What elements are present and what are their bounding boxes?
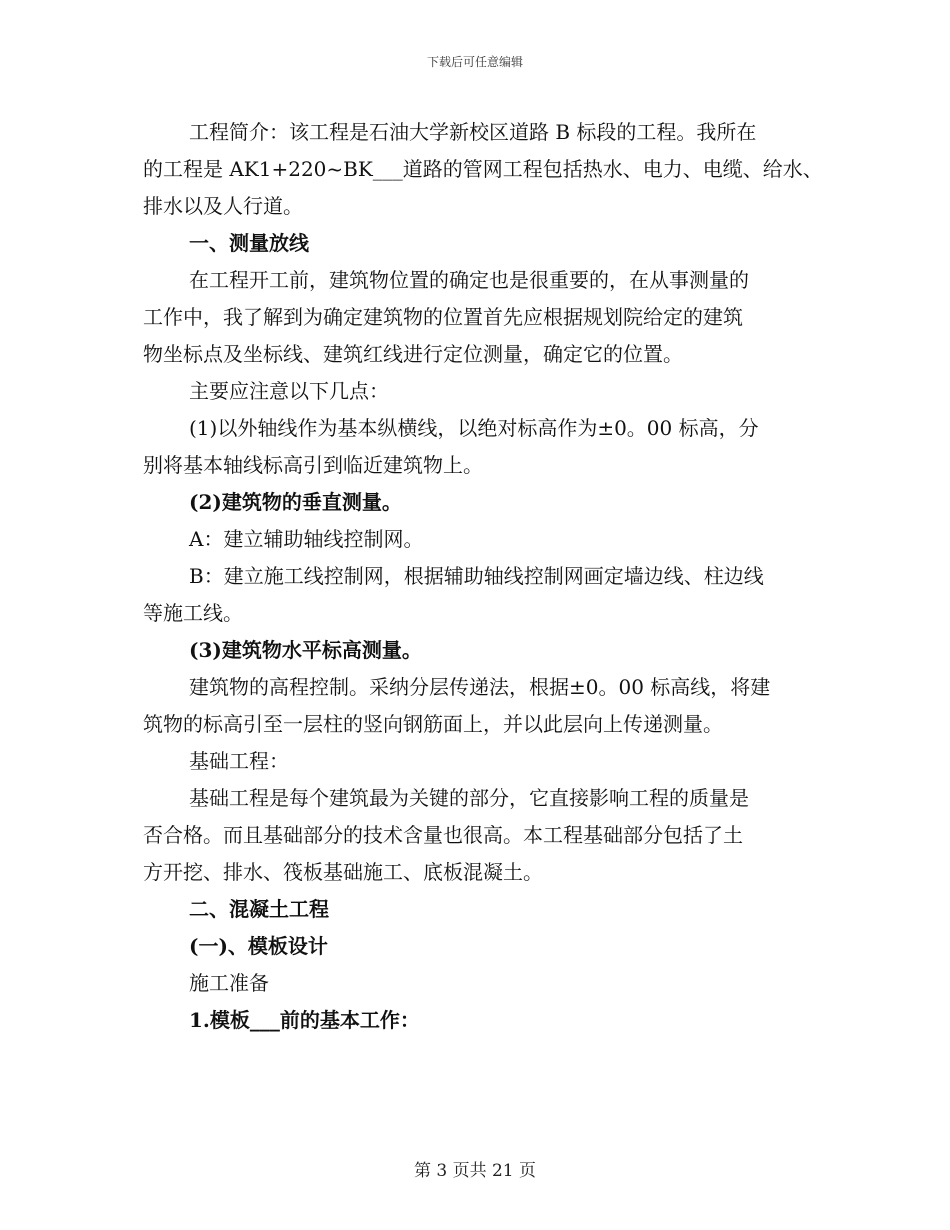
- body-line: 工作中，我了解到为确定建筑物的位置首先应根据规划院给定的建筑: [143, 305, 743, 329]
- subheading-formwork-design: (一)、模板设计: [189, 934, 328, 958]
- paragraph-elevation: [143, 669, 833, 743]
- body-line: A：建立辅助轴线控制网。: [189, 527, 424, 551]
- page-header: 下载后可任意编辑: [426, 55, 523, 69]
- body-line: 建筑物的高程控制。采纳分层传递法，根据±0。00 标高线，将建: [189, 675, 771, 699]
- paragraph-foundation: [143, 780, 833, 891]
- body-line: 方开挖、排水、筏板基础施工、底板混凝土。: [143, 860, 543, 884]
- body-line: 基础工程是每个建筑最为关键的部分，它直接影响工程的质量是: [189, 786, 749, 810]
- body-line: 别将基本轴线标高引到临近建筑物上。: [143, 453, 483, 477]
- body-line: B：建立施工线控制网，根据辅助轴线控制网画定墙边线、柱边线: [189, 564, 764, 588]
- body-line: 工程简介：该工程是石油大学新校区道路 B 标段的工程。我所在: [189, 120, 757, 144]
- paragraph-point-1: [143, 410, 833, 484]
- body-line: 等施工线。: [143, 601, 243, 625]
- body-line: 施工准备: [189, 971, 269, 995]
- page-footer: 第 3 页共 21 页: [413, 1161, 537, 1181]
- body-line: (1)以外轴线作为基本纵横线，以绝对标高作为±0。00 标高，分: [189, 416, 759, 440]
- document-body: [143, 114, 833, 1039]
- paragraph-intro: [143, 114, 833, 225]
- body-line: 的工程是 AK1+220~BK___道路的管网工程包括热水、电力、电缆、给水、: [143, 157, 823, 181]
- body-line: 排水以及人行道。: [143, 194, 303, 218]
- body-line: 基础工程：: [189, 749, 289, 773]
- paragraph-item-b: [143, 558, 833, 632]
- body-line: 否合格。而且基础部分的技术含量也很高。本工程基础部分包括了土: [143, 823, 743, 847]
- subheading-formwork-prep: 1.模板___前的基本工作：: [189, 1008, 420, 1032]
- body-line: 在工程开工前，建筑物位置的确定也是很重要的，在从事测量的: [189, 268, 749, 292]
- body-line: 物坐标点及坐标线、建筑红线进行定位测量，确定它的位置。: [143, 342, 683, 366]
- subheading-vertical-survey: (2)建筑物的垂直测量。: [189, 490, 402, 514]
- body-line: 筑物的标高引至一层柱的竖向钢筋面上，并以此层向上传递测量。: [143, 712, 723, 736]
- section-heading-concrete: 二、混凝土工程: [189, 897, 329, 921]
- section-heading-survey: 一、测量放线: [189, 231, 309, 255]
- subheading-level-survey: (3)建筑物水平标高测量。: [189, 638, 422, 662]
- paragraph-survey: [143, 262, 833, 373]
- body-line: 主要应注意以下几点：: [189, 379, 389, 403]
